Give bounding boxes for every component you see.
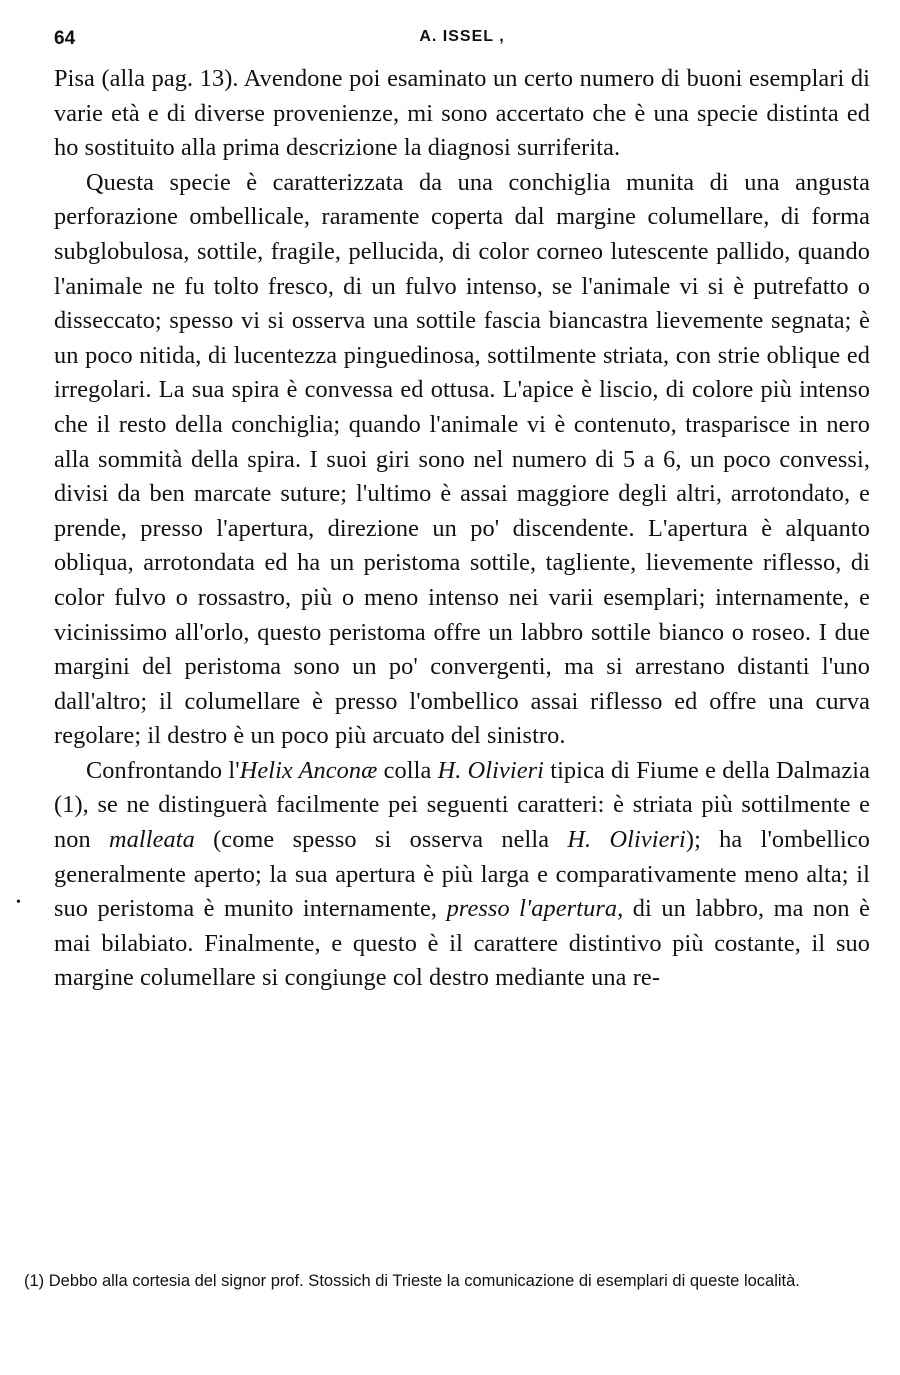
text-run: , di un labbro, ma non è mai bilabiato. Finalmente, e questo è il carattere distintivo più costante, il suo margine columellare si congiunge col destro mediante una re- bbox=[54, 895, 870, 992]
paragraph-1 bbox=[54, 62, 870, 166]
text-run: ); ha l'ombellico generalmente aperto; la sua apertura è più larga e comparativamente meno alta; il suo peristoma è munito internamente, bbox=[54, 826, 870, 923]
text-run: Questa specie è caratterizzata da una conchiglia munita di una angusta perforazione ombellicale, raramente coperta dal margine columellare, di forma subglobulosa, sottile, fragile, pellucida, di color corneo lutescente pallido, quando l'animale ne fu tolto fresco, di un fulvo intenso, se l'animale vi si è putrefatto o disseccato; spesso vi si osserva una sottile fascia biancastra lievemente segnata; è un poco nitida, di lucentezza pinguedinosa, sottilmente striata, con strie oblique ed irregolari. La sua spira è convessa ed ottusa. L'apice è liscio, di colore più intenso che il resto della conchiglia; quando l'animale vi è contenuto, trasparisce in nero alla sommità della spira. I suoi giri sono nel numero di 5 a 6, un poco convessi, divisi da ben marcate suture; l'ultimo è assai maggiore degli altri, arrotondato, e prende, presso l'apertura, direzione un po' discendente. L'apertura è alquanto obliqua, arrotondata ed ha un peristoma sottile, tagliente, lievemente riflesso, di color fulvo o rossastro, più o meno intenso nei varii esemplari; internamente, e vicinissimo all'orlo, questo peristoma offre un labbro sottile bianco o roseo. I due margini del peristoma sono un po' convergenti, ma si arrestano distanti l'uno dall'altro; il columellare è presso l'ombellico assai riflesso ed offre una curva regolare; il destro è un poco più arcuato del sinistro. bbox=[54, 168, 870, 750]
text-run: Pisa (alla pag. 13). Avendone poi esaminato un certo numero di buoni esemplari di varie età e di diverse provenienze, mi sono accertato che è una specie distinta ed ho sostituito alla prima descrizione la diagnosi surriferita. bbox=[54, 65, 870, 162]
page-number: 64 bbox=[54, 28, 76, 49]
text-run: (come spesso si osserva nella bbox=[194, 826, 568, 854]
italic-run: H. Olivieri bbox=[567, 826, 686, 854]
margin-mark: • bbox=[16, 895, 21, 910]
italic-run: presso l'apertura bbox=[446, 895, 618, 923]
text-run: Confrontando l' bbox=[86, 756, 240, 784]
running-head: A. ISSEL , bbox=[419, 28, 505, 45]
italic-run: H. Olivieri bbox=[437, 756, 545, 784]
page-header bbox=[54, 28, 870, 62]
footnote-text: (1) Debbo alla cortesia del signor prof. Stossich di Trieste la comunicazione di esemplari di queste località. bbox=[24, 1272, 800, 1290]
body-text bbox=[54, 62, 870, 996]
text-run: tipica di Fiume e della Dalmazia (1), se ne distinguerà facilmente pei seguenti caratteri: è striata più sottilmente e non bbox=[54, 756, 870, 854]
italic-run: Helix Anconæ bbox=[239, 756, 378, 784]
italic-run: malleata bbox=[109, 826, 195, 854]
book-page bbox=[54, 28, 870, 996]
paragraph-2 bbox=[54, 166, 870, 754]
paragraph-3 bbox=[54, 754, 870, 996]
footnote bbox=[24, 1267, 846, 1295]
text-run: colla bbox=[377, 756, 438, 784]
